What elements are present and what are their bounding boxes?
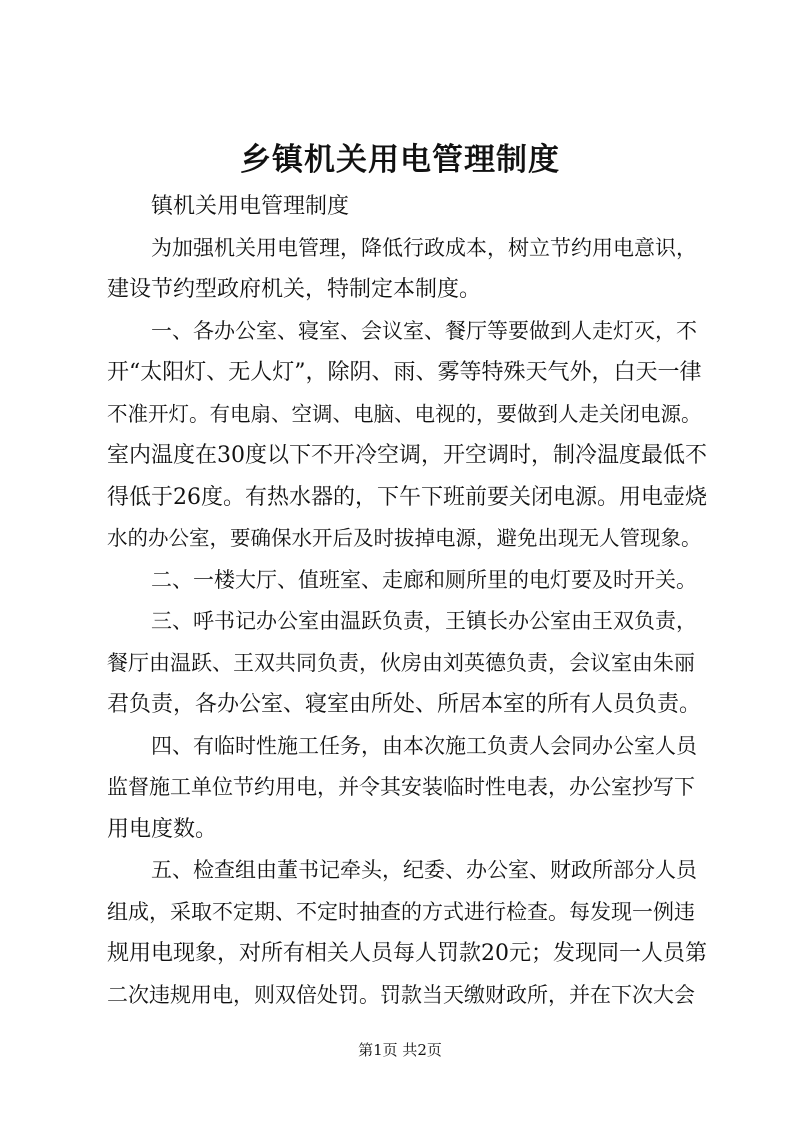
document-title: 乡镇机关用电管理制度 — [240, 142, 560, 178]
body-line: 餐厅由温跃、王双共同负责，伙房由刘英德负责，会议室由朱丽 — [107, 650, 695, 675]
body-line: 用电度数。 — [107, 816, 218, 842]
body-line: 水的办公室，要确保水开后及时拔掉电源，避免出现无人管现象。 — [107, 526, 702, 550]
body-line: 得低于26度。有热水器的，下午下班前要关闭电源。用电壶烧 — [107, 484, 707, 510]
body-line: 组成，采取不定期、不定时抽查的方式进行检查。每发现一例违 — [107, 899, 695, 924]
body-line: 二次违规用电，则双倍处罚。罚款当天缴财政所，并在下次大会 — [107, 982, 695, 1007]
body-line: 规用电现象，对所有相关人员每人罚款20元；发现同一人员第 — [107, 941, 707, 966]
body-line: 为加强机关用电管理，降低行政成本，树立节约用电意识， — [151, 235, 697, 260]
page-number: 第1页 共2页 — [358, 1041, 442, 1059]
body-line: 室内温度在30度以下不开冷空调，开空调时，制冷温度最低不 — [107, 443, 707, 468]
body-line: 一、各办公室、寝室、会议室、餐厅等要做到人走灯灭，不 — [151, 318, 697, 343]
body-line: 开“太阳灯、无人灯”，除阴、雨、雾等特殊天气外，白天一律 — [107, 360, 702, 385]
body-line: 君负责，各办公室、寝室由所处、所居本室的所有人员负责。 — [107, 692, 702, 717]
body-line: 不准开灯。有电扇、空调、电脑、电视的，要做到人走关闭电源。 — [107, 401, 702, 426]
body-line: 四、有临时性施工任务，由本次施工负责人会同办公室人员 — [151, 733, 697, 758]
body-line: 二、一楼大厅、值班室、走廊和厕所里的电灯要及时开关。 — [151, 567, 697, 592]
body-line: 镇机关用电管理制度 — [151, 194, 350, 219]
body-line: 五、检查组由董书记牵头，纪委、办公室、财政所部分人员 — [151, 858, 697, 882]
document-body — [107, 186, 707, 1016]
body-line: 三、呼书记办公室由温跃负责，王镇长办公室由王双负责， — [151, 609, 697, 633]
body-line: 建设节约型政府机关，特制定本制度。 — [107, 277, 482, 302]
body-line: 监督施工单位节约用电，并令其安装临时性电表，办公室抄写下 — [107, 775, 695, 799]
